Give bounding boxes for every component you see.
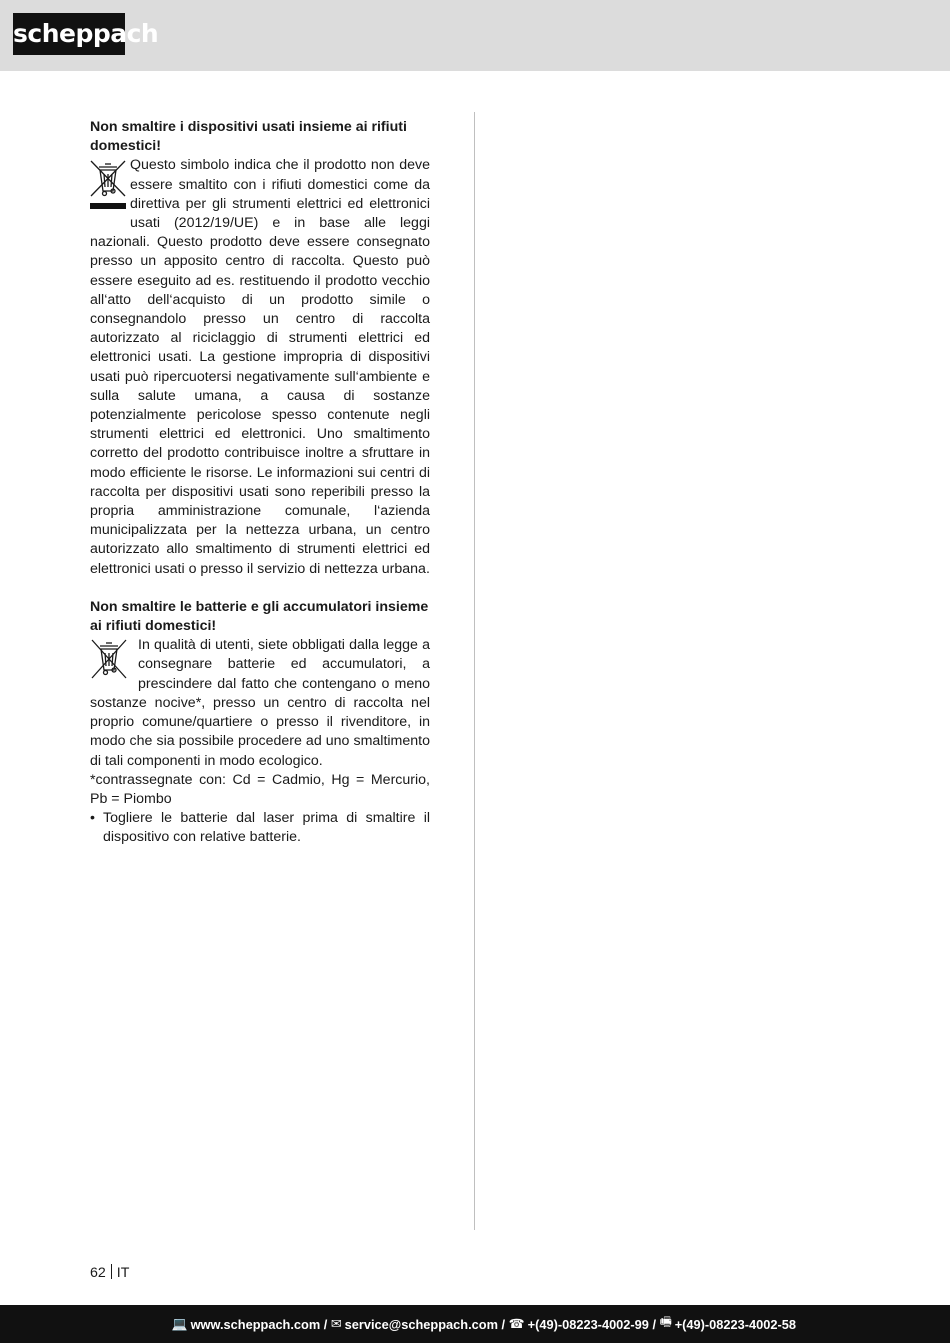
list-item-text: Togliere le batterie dal laser prima di smaltire il dispositivo con relative batterie. xyxy=(103,810,430,846)
page-footer xyxy=(0,1305,950,1343)
page-number-value: 62 xyxy=(90,1265,106,1281)
page-number-separator xyxy=(111,1264,112,1279)
page-language: IT xyxy=(116,1265,130,1281)
section-text-batteries: In qualità di utenti, siete obbligati dalla legge a consegnare batterie ed accumulatori, a prescindere dal fatto che contengano o meno sostanze nocive*, presso un centro di raccolta nel proprio comune/quartiere o presso il rivenditore, in modo che sia possibile procedere ad uno smaltimento di tali componenti in modo ecologico. xyxy=(90,637,430,769)
bullet-mark: • xyxy=(90,810,95,827)
section-body-devices xyxy=(90,156,430,578)
footer-email[interactable]: service@scheppach.com xyxy=(344,1316,498,1332)
battery-crossed-bin-icon xyxy=(90,638,134,686)
column-divider xyxy=(474,112,475,1230)
page-number xyxy=(90,1264,129,1283)
footer-phone: +(49)-08223-4002-99 xyxy=(527,1316,649,1332)
page-header xyxy=(0,0,950,71)
section-text-devices: Questo simbolo indica che il prodotto non deve essere smaltito con i rifiuti domestici come da direttiva per gli strumenti elettrici ed elettronici usati (2012/19/UE) e in base alle leggi nazionali. Questo prodotto deve essere consegnato presso un apposito centro di raccolta. Questo può essere eseguito ad es. restituendo il prodotto vecchio all‘atto dell‘acquisto di un prodotto simile o consegnandolo presso un centro di raccolta autorizzato al riciclaggio di strumenti elettrici ed elettronici usati. La gestione impropria di dispositivi usati può ripercuotersi negativamente sull‘ambiente e sulla salute umana, a causa di sostanze potenzialmente pericolose spesso contenute negli strumenti elettrici ed elettronici. Uno smaltimento corretto del prodotto contribuisce inoltre a sfruttare in modo efficiente le risorse. Le informazioni sui centri di raccolta per dispositivi usati sono reperibili presso la propria amministrazione comunale, l‘azienda municipalizzata per la nettezza urbana, un centro autorizzato allo smaltimento di strumenti elettrici ed elettronici usati o presso il servizio di nettezza urbana. xyxy=(90,157,430,577)
computer-icon: 💻 xyxy=(171,1316,188,1331)
footer-separator: / xyxy=(497,1316,509,1332)
footer-separator: / xyxy=(648,1316,660,1332)
section-body-batteries xyxy=(90,636,430,770)
brand-logo: scheppach xyxy=(13,13,125,55)
spacer xyxy=(90,579,430,598)
left-column xyxy=(90,118,430,848)
footer-website[interactable]: www.scheppach.com xyxy=(190,1316,321,1332)
footer-fax: +(49)-08223-4002-58 xyxy=(674,1316,796,1332)
section-heading-batteries: Non smaltire le batterie e gli accumulatori insieme ai rifiuti domestici! xyxy=(90,598,429,635)
fax-icon: 🖷 xyxy=(659,1314,672,1329)
footnote: *contrassegnate con: Cd = Cadmio, Hg = Mercurio, Pb = Piombo xyxy=(90,771,430,807)
phone-icon: ☎ xyxy=(508,1316,525,1331)
mail-icon: ✉ xyxy=(330,1316,342,1331)
footer-separator: / xyxy=(320,1316,331,1332)
list-item xyxy=(90,809,430,847)
weee-crossed-bin-icon xyxy=(90,158,126,220)
section-heading-devices: Non smaltire i dispositivi usati insieme ai rifiuti domestici! xyxy=(90,119,407,155)
